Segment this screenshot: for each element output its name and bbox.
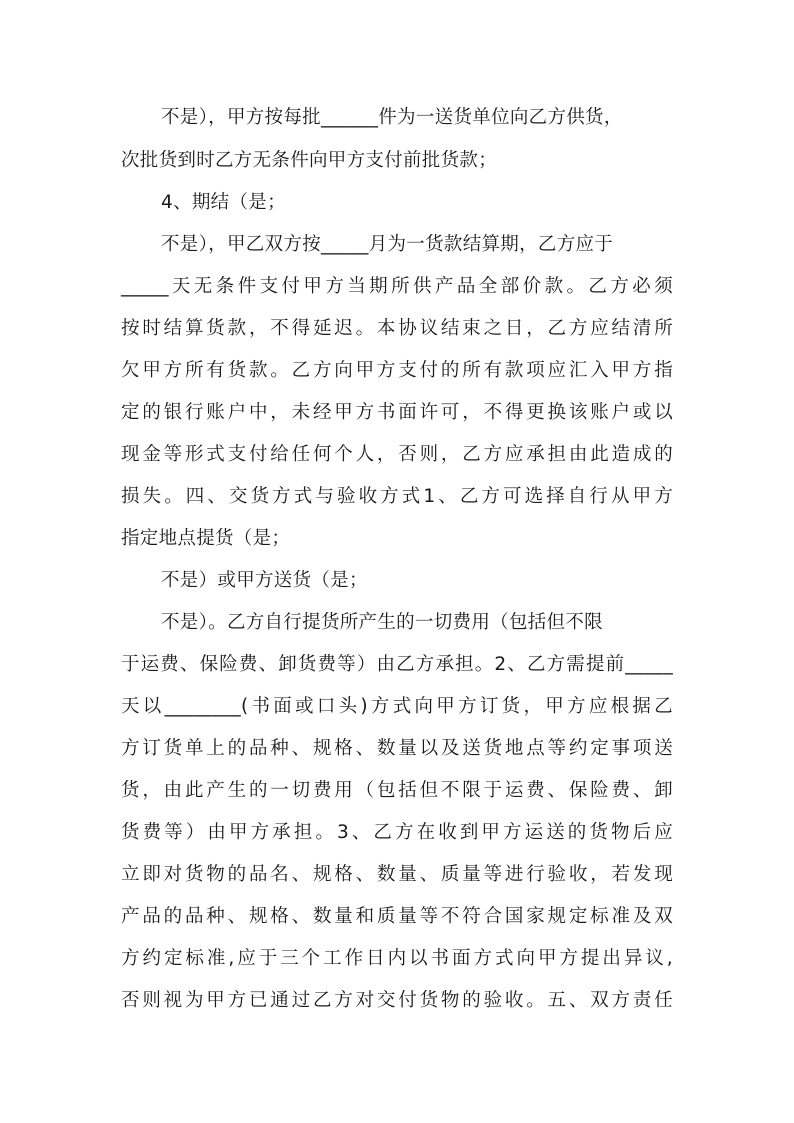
text-line: 不是）或甲方送货（是；: [161, 570, 368, 591]
text-line: 货费等）由甲方承担。3、乙方在收到甲方运送的货物后应: [121, 822, 673, 843]
text-line: 欠甲方所有货款。乙方向甲方支付的所有款项应汇入甲方指: [121, 360, 673, 381]
text-line: _____天无条件支付甲方当期所供产品全部价款。乙方必须: [121, 276, 673, 297]
text-line: 不是）。乙方自行提货所产生的一切费用（包括但不限: [161, 612, 603, 633]
text-line: 于运费、保险费、卸货费等）由乙方承担。2、乙方需提前_____: [121, 654, 673, 675]
text-line: 方订货单上的品种、规格、数量以及送货地点等约定事项送: [121, 738, 673, 759]
text-line: 不是），甲乙双方按_____月为一货款结算期，乙方应于: [161, 234, 614, 255]
text-line: 不是），甲方按每批______件为一送货单位向乙方供货，: [161, 107, 623, 128]
text-line: 天以________(书面或口头)方式向甲方订货，甲方应根据乙: [121, 696, 673, 717]
text-line: 损失。四、交货方式与验收方式1、乙方可选择自行从甲方: [121, 486, 673, 507]
text-line: 方约定标准,应于三个工作日内以书面方式向甲方提出异议,: [121, 948, 673, 969]
text-line: 定的银行账户中，未经甲方书面许可，不得更换该账户或以: [121, 402, 673, 423]
text-line: 立即对货物的品名、规格、数量、质量等进行验收，若发现: [121, 864, 673, 885]
text-line: 次批货到时乙方无条件向甲方支付前批货款；: [121, 150, 498, 171]
text-line: 否则视为甲方已通过乙方对交付货物的验收。五、双方责任: [121, 990, 673, 1011]
text-line: 现金等形式支付给任何个人，否则，乙方应承担由此造成的: [121, 444, 673, 465]
text-line: 产品的品种、规格、数量和质量等不符合国家规定标准及双: [121, 906, 673, 927]
text-line: 4、期结（是；: [161, 192, 286, 213]
text-line: 货，由此产生的一切费用（包括但不限于运费、保险费、卸: [121, 780, 673, 801]
text-line: 按时结算货款，不得延迟。本协议结束之日，乙方应结清所: [121, 318, 673, 339]
text-line: 指定地点提货（是；: [121, 528, 291, 549]
